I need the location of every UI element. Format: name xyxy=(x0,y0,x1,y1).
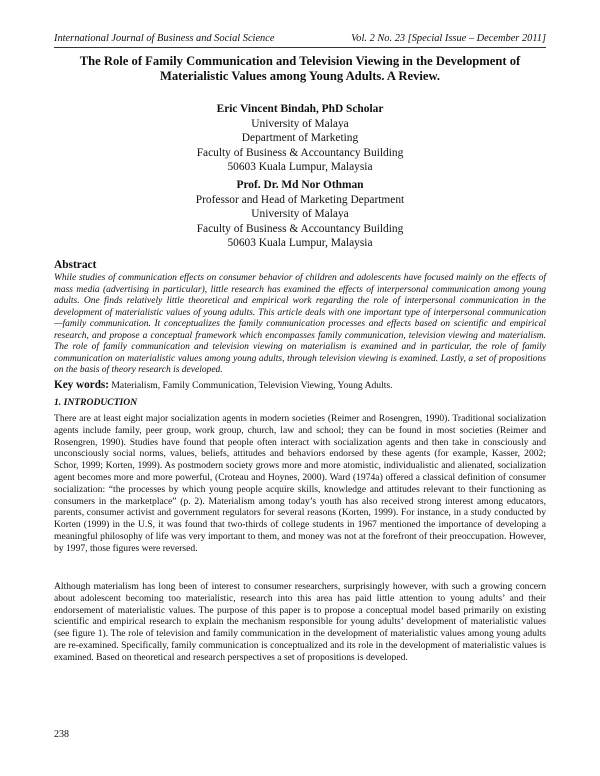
keywords-label: Key words: xyxy=(54,379,109,391)
author-name: Prof. Dr. Md Nor Othman xyxy=(236,179,364,191)
affiliation-line: 50603 Kuala Lumpur, Malaysia xyxy=(227,237,373,249)
author-block-1 xyxy=(54,102,546,175)
page-number: 238 xyxy=(54,729,69,740)
affiliation-line: Department of Marketing xyxy=(241,132,359,144)
abstract-text: While studies of communication effects on consumer behavior of children and adolescents have focused mainly on the effects of mass media (advertising in particular), little research has examined the effects of interpersonal communication among young adults. One finds relatively little theoretical and empirical work regarding the role of interpersonal communication in the development of materialistic values of young adults. This article deals with one important type of interpersonal communication—family communication. It conceptualizes the family communication processes and effects based on scientific and empirical research, and propose a conceptual framework which encompasses family communication, television viewing and materialism. The role of family communication and television viewing on materialism is examined and in particular, the role of family communication on materialistic values among young adults, through television viewing is examined. Lastly, a set of propositions on the basis of theory research is developed. xyxy=(54,273,546,375)
keywords-text: Materialism, Family Communication, Television Viewing, Young Adults. xyxy=(111,380,393,391)
affiliation-line: Faculty of Business & Accountancy Building xyxy=(196,146,404,159)
abstract-heading: Abstract xyxy=(54,259,97,271)
affiliation-line: University of Malaya xyxy=(251,117,349,130)
body-paragraph: There are at least eight major socialization agents in modern societies (Reimer and Rosengren, 1990). Traditional socialization agents include family, peer group, work group, church, law and school; they can be found in most societies (Reimer and Rosengren, 1990). Studies have found that people often interact with socialization agents and then take in consciously and unconsciously social norms, values, beliefs, attitudes and behaviors endorsed by these agents (for example, Kasser, 2002; Schor, 1999; Korten, 1999). As postmodern society grows more and more atomistic, individualistic and alienated, socialization agent becomes more and more powerful, (Croteau and Hoynes, 2000). Ward (1974a) offered a classical definition of consumer socialization: “the processes by which young people acquire skills, knowledge and attitudes relevant to their functioning as consumers in the marketplace” (p. 2). Materialism among today’s youth has also received strong interest among educators, parents, consumer activist and government regulators for several reasons (Korten, 1999). For instance, in a study conducted by Korten (1999) in the U.S, it was found that two-thirds of college students in 1967 mentioned the importance of developing a meaningful philosophy of life was very important to them, and money was not at the forefront of their preoccupation. However, by 1997, those figures were reversed. xyxy=(54,413,546,554)
author-name: Eric Vincent Bindah, PhD Scholar xyxy=(216,103,384,115)
paper-title: The Role of Family Communication and Television Viewing in the Development of Materialistic Values among Young Adults. A Review. xyxy=(79,54,521,83)
affiliation-line: Faculty of Business & Accountancy Building xyxy=(196,222,404,235)
header-rule xyxy=(54,47,546,48)
running-header xyxy=(54,33,546,45)
keywords xyxy=(54,379,546,392)
section-heading: 1. INTRODUCTION xyxy=(54,397,138,408)
journal-name: International Journal of Business and Social Science xyxy=(54,33,275,44)
issue-info: Vol. 2 No. 23 [Special Issue – December 2011] xyxy=(351,33,546,44)
author-block-2 xyxy=(54,178,546,251)
affiliation-line: University of Malaya xyxy=(251,208,349,220)
affiliation-line: Professor and Head of Marketing Department xyxy=(195,193,405,206)
body-paragraph: Although materialism has long been of interest to consumer researchers, surprisingly however, with such a growing concern about adolescent becoming too materialistic, research into this area has paid little attention to young adults’ and their endorsement of materialistic values. The purpose of this paper is to propose a conceptual model based primarily on existing scientific and empirical research to explain the mechanism responsible for young adults’ development of materialistic values (see figure 1). The role of television and family communication in the development of materialistic values among young adults are re-examined. Specifically, family communication is conceptualized and its role in the development of materialistic values is examined. Based on theoretical and research perspectives a set of propositions is developed. xyxy=(54,581,546,663)
affiliation-line: 50603 Kuala Lumpur, Malaysia xyxy=(227,161,373,173)
